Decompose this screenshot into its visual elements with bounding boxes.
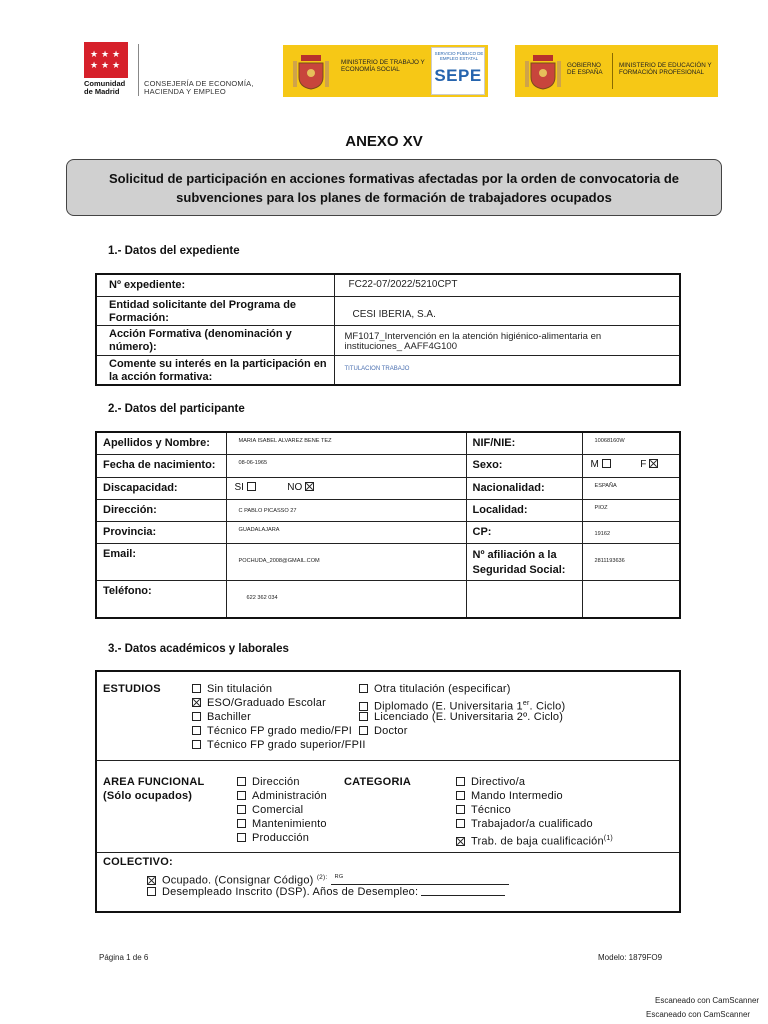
cm-name: Comunidad de Madrid [84,79,126,96]
checkbox[interactable] [456,837,465,846]
nacionalidad-value[interactable]: ESPAÑA [582,477,680,499]
ministry1-text: MINISTERIO DE TRABAJO Y ECONOMÍA SOCIAL [341,59,425,73]
checkbox[interactable] [456,805,465,814]
table-row: Teléfono: 622 362 034 [96,580,680,618]
area-label: AREA FUNCIONAL [103,776,205,788]
estudio-option[interactable]: Diplomado (E. Universitaria 1er. Ciclo) [359,697,565,714]
checkbox[interactable] [192,684,201,693]
estudio-option[interactable]: Otra titulación (especificar) [359,683,511,696]
section3-heading: 3.- Datos académicos y laborales [108,643,289,655]
gobierno-educacion-logo [515,45,718,97]
accion-value[interactable]: MF1017_Intervención en la atención higiénico-alimentaria en instituciones_ AAFF4G100 [334,325,680,355]
sexo-f-checkbox[interactable] [649,459,658,468]
table-row: Comente su interés en la participación en la acción formativa: TITULACION TRABAJO [96,355,680,385]
scan-watermark: Escaneado con CamScanner [655,996,760,1005]
fecha-value[interactable]: 08-06-1965 [226,454,466,477]
direccion-value[interactable]: C PABLO PICASSO 27 [226,499,466,521]
table-row: Apellidos y Nombre: MARIA ISABEL ALVAREZ BENE TEZ NIF/NIE: 10068160W [96,432,680,454]
page-number: Página 1 de 6 [99,953,149,962]
telefono-value[interactable]: 622 362 034 [226,580,466,618]
sexo-m-checkbox[interactable] [602,459,611,468]
checkbox[interactable] [147,887,156,896]
area-option[interactable]: Administración [237,790,327,803]
table-row: Dirección: C PABLO PICASSO 27 Localidad: PIOZ [96,499,680,521]
comunidad-madrid-logo [84,42,269,102]
expediente-table [95,273,681,386]
afiliacion-value[interactable]: 2811193636 [582,543,680,580]
checkbox[interactable] [192,698,201,707]
table-row: Acción Formativa (denominación y número): MF1017_Intervención en la atención higiénico-alimentaria en instituciones_ AAFF4G100 [96,325,680,355]
provincia-value[interactable]: GUADALAJARA [226,521,466,543]
coat-of-arms-icon [291,51,331,91]
estudio-option[interactable]: Sin titulación [192,683,272,696]
estudio-option[interactable]: Técnico FP grado medio/FPI [192,725,352,738]
table-row: Email: POCHUDA_2008@GMAIL.COM Nº afiliación a la Seguridad Social: 2811193636 [96,543,680,580]
table-row: Fecha de nacimiento: 08-06-1965 Sexo: M F [96,454,680,477]
entidad-value[interactable]: CESI IBERIA, S.A. [334,296,680,325]
ocupado-option[interactable]: Ocupado. (Consignar Código) $^{(2):}$ RG [147,871,509,888]
checkbox[interactable] [456,819,465,828]
madrid-flag-icon: ★ ★ ★ ★ ★ ★ [84,42,128,78]
categoria-label: CATEGORIA [344,776,411,788]
apellidos-value[interactable]: MARIA ISABEL ALVAREZ BENE TEZ [226,432,466,454]
checkbox[interactable] [237,805,246,814]
checkbox[interactable] [237,833,246,842]
area-option[interactable]: Producción [237,832,309,845]
section2-heading: 2.- Datos del participante [108,403,245,415]
form-title: Solicitud de participación en acciones formativas afectadas por la orden de convocatoria de subvenciones para los planes de formación de trabajadores ocupados [108,170,679,205]
checkbox[interactable] [192,740,201,749]
checkbox[interactable] [359,726,368,735]
nif-value[interactable]: 10068160W [582,432,680,454]
categoria-option[interactable]: Técnico [456,804,511,817]
table-row: Entidad solicitante del Programa de Formación: CESI IBERIA, S.A. [96,296,680,325]
checkbox[interactable] [147,876,156,885]
desempleado-option[interactable]: Desempleado Inscrito (DSP). Años de Desempleo: [147,885,505,899]
estudio-option[interactable]: ESO/Graduado Escolar [192,697,326,710]
checkbox[interactable] [192,726,201,735]
table-row: Discapacidad: SI NO Nacionalidad: ESPAÑA [96,477,680,499]
gobierno-text: GOBIERNO DE ESPAÑA [567,62,603,76]
interes-value[interactable]: TITULACION TRABAJO [334,355,680,385]
categoria-option[interactable]: Directivo/a [456,776,525,789]
expediente-value[interactable]: FC22-07/2022/5210CPT [334,274,680,296]
checkbox[interactable] [456,791,465,800]
categoria-option[interactable]: Mando Intermedio [456,790,563,803]
cm-department: CONSEJERÍA DE ECONOMÍA, HACIENDA Y EMPLEO [144,79,254,96]
area-option[interactable]: Comercial [237,804,303,817]
estudios-label: ESTUDIOS [103,683,161,695]
checkbox[interactable] [237,791,246,800]
cp-value[interactable]: 19162 [582,521,680,543]
participante-table [95,431,681,619]
ministry2-text: MINISTERIO DE EDUCACIÓN Y FORMACIÓN PROFESIONAL [619,62,712,76]
checkbox[interactable] [359,684,368,693]
categoria-option[interactable]: Trab. de baja cualificación$^{(1)}$ [456,832,613,849]
ministerio-trabajo-logo [283,45,488,97]
anos-desempleo-field[interactable] [421,885,505,896]
area-sub: (Sólo ocupados) [103,790,193,802]
categoria-option[interactable]: Trabajador/a cualificado [456,818,593,831]
table-row: Provincia: GUADALAJARA CP: 19162 [96,521,680,543]
checkbox[interactable] [359,712,368,721]
estudio-option[interactable]: Técnico FP grado superior/FPII [192,739,366,752]
discapacidad-si-checkbox[interactable] [247,482,256,491]
table-row: Nº expediente: FC22-07/2022/5210CPT [96,274,680,296]
area-option[interactable]: Dirección [237,776,300,789]
anexo-title: ANEXO XV [345,133,423,150]
checkbox[interactable] [237,819,246,828]
checkbox[interactable] [237,777,246,786]
form-title-box [66,159,722,216]
discapacidad-no-checkbox[interactable] [305,482,314,491]
estudio-option[interactable]: Bachiller [192,711,251,724]
academicos-box [95,670,681,913]
localidad-value[interactable]: PIOZ [582,499,680,521]
scan-watermark: Escaneado con CamScanner [646,1010,751,1019]
estudio-option[interactable]: Licenciado (E. Universitaria 2º. Ciclo) [359,711,563,724]
area-option[interactable]: Mantenimiento [237,818,327,831]
codigo-field[interactable]: RG [331,874,509,885]
estudio-option[interactable]: Doctor [359,725,408,738]
section1-heading: 1.- Datos del expediente [108,245,240,257]
sepe-logo: SERVICIO PÚBLICO DE EMPLEO ESTATAL SEPE [431,47,485,95]
colectivo-label: COLECTIVO: [103,856,173,868]
model-number: Modelo: 1879FO9 [598,953,663,962]
checkbox[interactable] [456,777,465,786]
email-value[interactable]: POCHUDA_2008@GMAIL.COM [226,543,466,580]
checkbox[interactable] [359,702,368,711]
checkbox[interactable] [192,712,201,721]
coat-of-arms-icon [523,51,563,91]
